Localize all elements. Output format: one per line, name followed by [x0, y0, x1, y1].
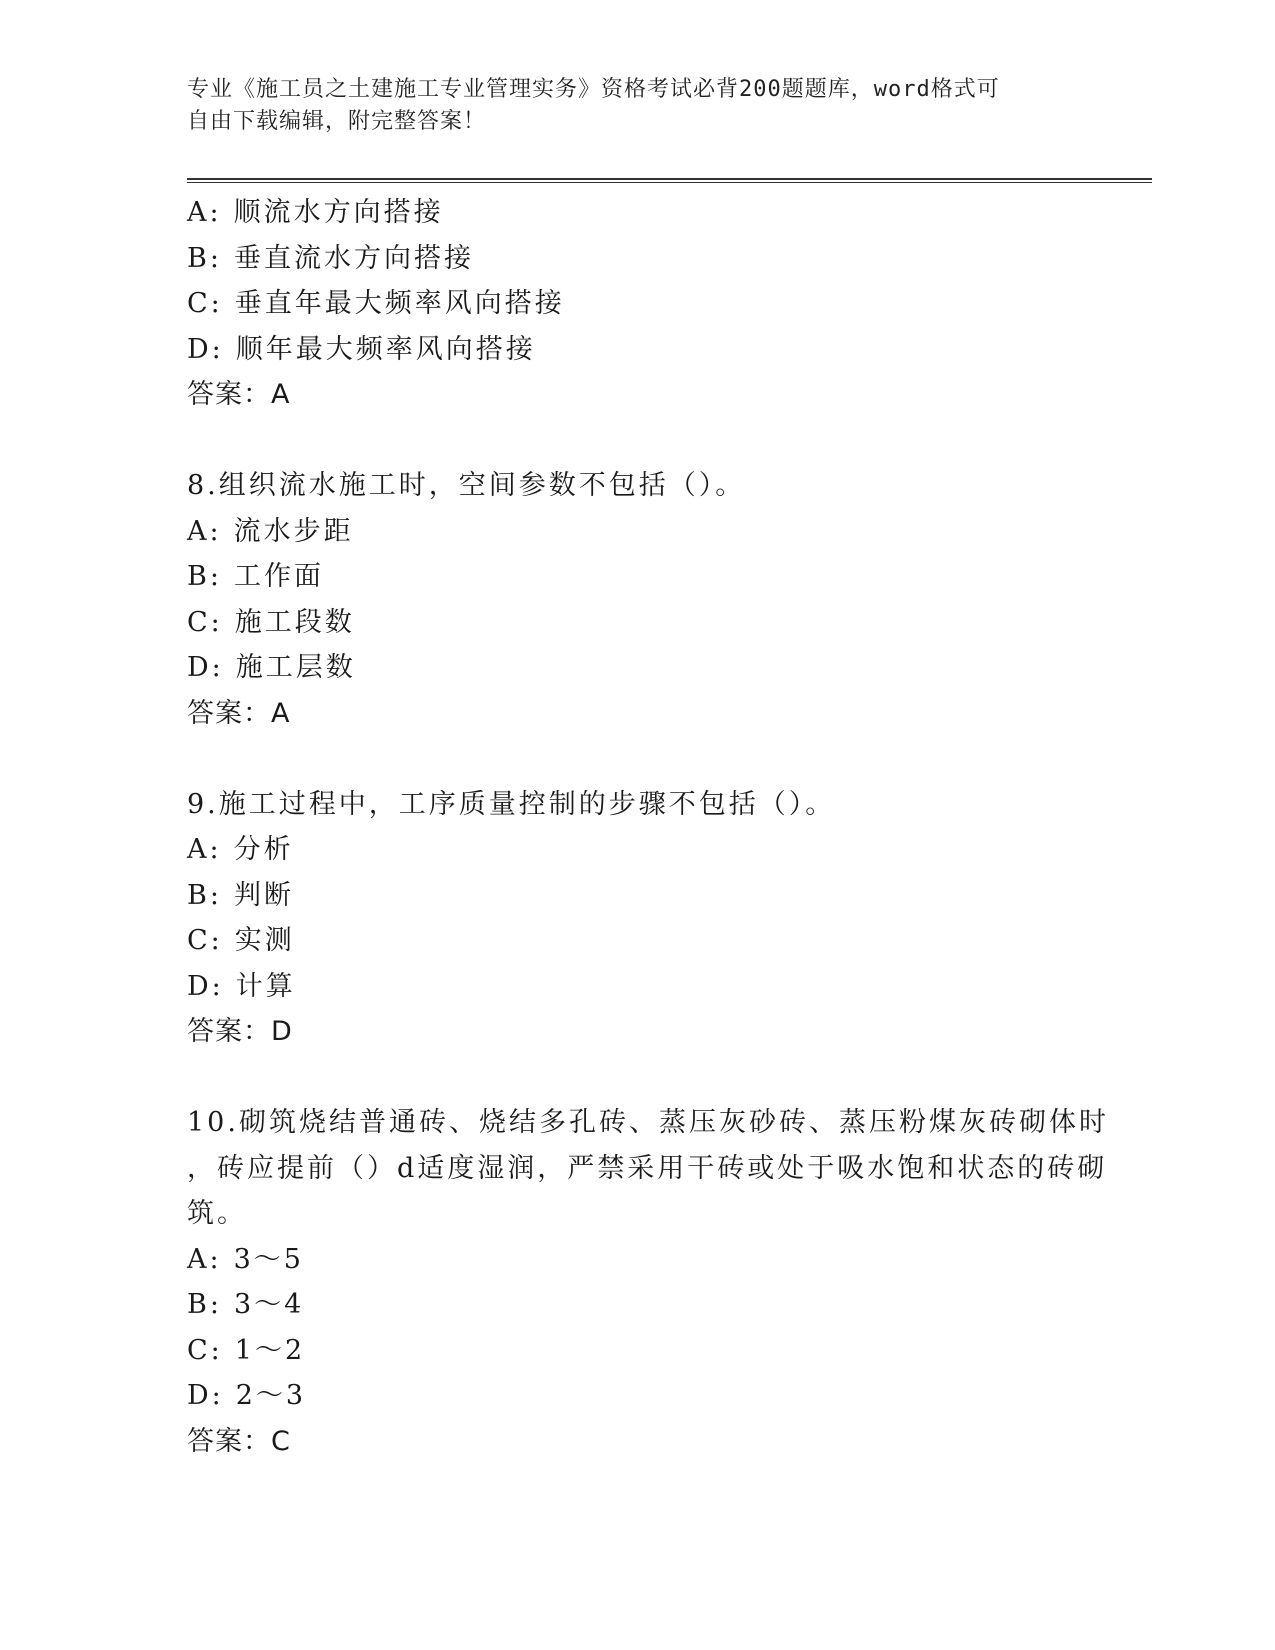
option-a: A: 流水步距 [187, 515, 354, 547]
header-title-line-2: 自由下载编辑，附完整答案！ [187, 109, 487, 134]
option-d: D: 施工层数 [187, 652, 356, 683]
question-list [187, 190, 1109, 1464]
question-stem-line-1: 10.砌筑烧结普通砖、烧结多孔砖、蒸压灰砂砖、蒸压粉煤灰砖砌体时 [187, 1107, 1109, 1138]
question-stem: 8.组织流水施工时，空间参数不包括（）。 [187, 470, 746, 501]
option-d: D: 顺年最大频率风向搭接 [187, 333, 536, 365]
option-c: C: 实测 [187, 925, 295, 956]
question-7 [187, 190, 1087, 418]
question-9 [187, 782, 1087, 1055]
option-c: C: 施工段数 [187, 606, 355, 638]
answer: 答案：A [187, 697, 291, 729]
option-d: D: 2～3 [187, 1380, 307, 1411]
option-b: B: 3～4 [187, 1289, 305, 1320]
option-a: A: 顺流水方向搭接 [187, 197, 444, 228]
option-a: A: 分析 [187, 834, 294, 865]
option-c: C: 垂直年最大频率风向搭接 [187, 288, 565, 319]
question-stem-line-2: ，砖应提前（）d适度湿润，严禁采用干砖或处于吸水饱和状态的砖砌 [187, 1152, 1108, 1184]
answer: 答案：C [187, 1425, 291, 1457]
option-a: A: 3～5 [187, 1243, 304, 1275]
option-d: D: 计算 [187, 970, 296, 1002]
option-b: B: 工作面 [187, 561, 324, 592]
answer: 答案：A [187, 379, 291, 410]
option-c: C: 1～2 [187, 1334, 306, 1366]
question-stem: 9.施工过程中，工序质量控制的步骤不包括（）。 [187, 788, 836, 820]
document-header [187, 74, 1067, 138]
question-10 [187, 1100, 1109, 1464]
answer: 答案：D [187, 1016, 293, 1047]
header-title-line-1: 专业《施工员之土建施工专业管理实务》资格考试必背200题题库，word格式可 [187, 77, 1000, 102]
header-divider [187, 178, 1152, 183]
question-8 [187, 463, 1087, 736]
option-b: B: 垂直流水方向搭接 [187, 242, 474, 274]
question-stem-line-3: 筑。 [187, 1198, 247, 1229]
option-b: B: 判断 [187, 879, 294, 911]
